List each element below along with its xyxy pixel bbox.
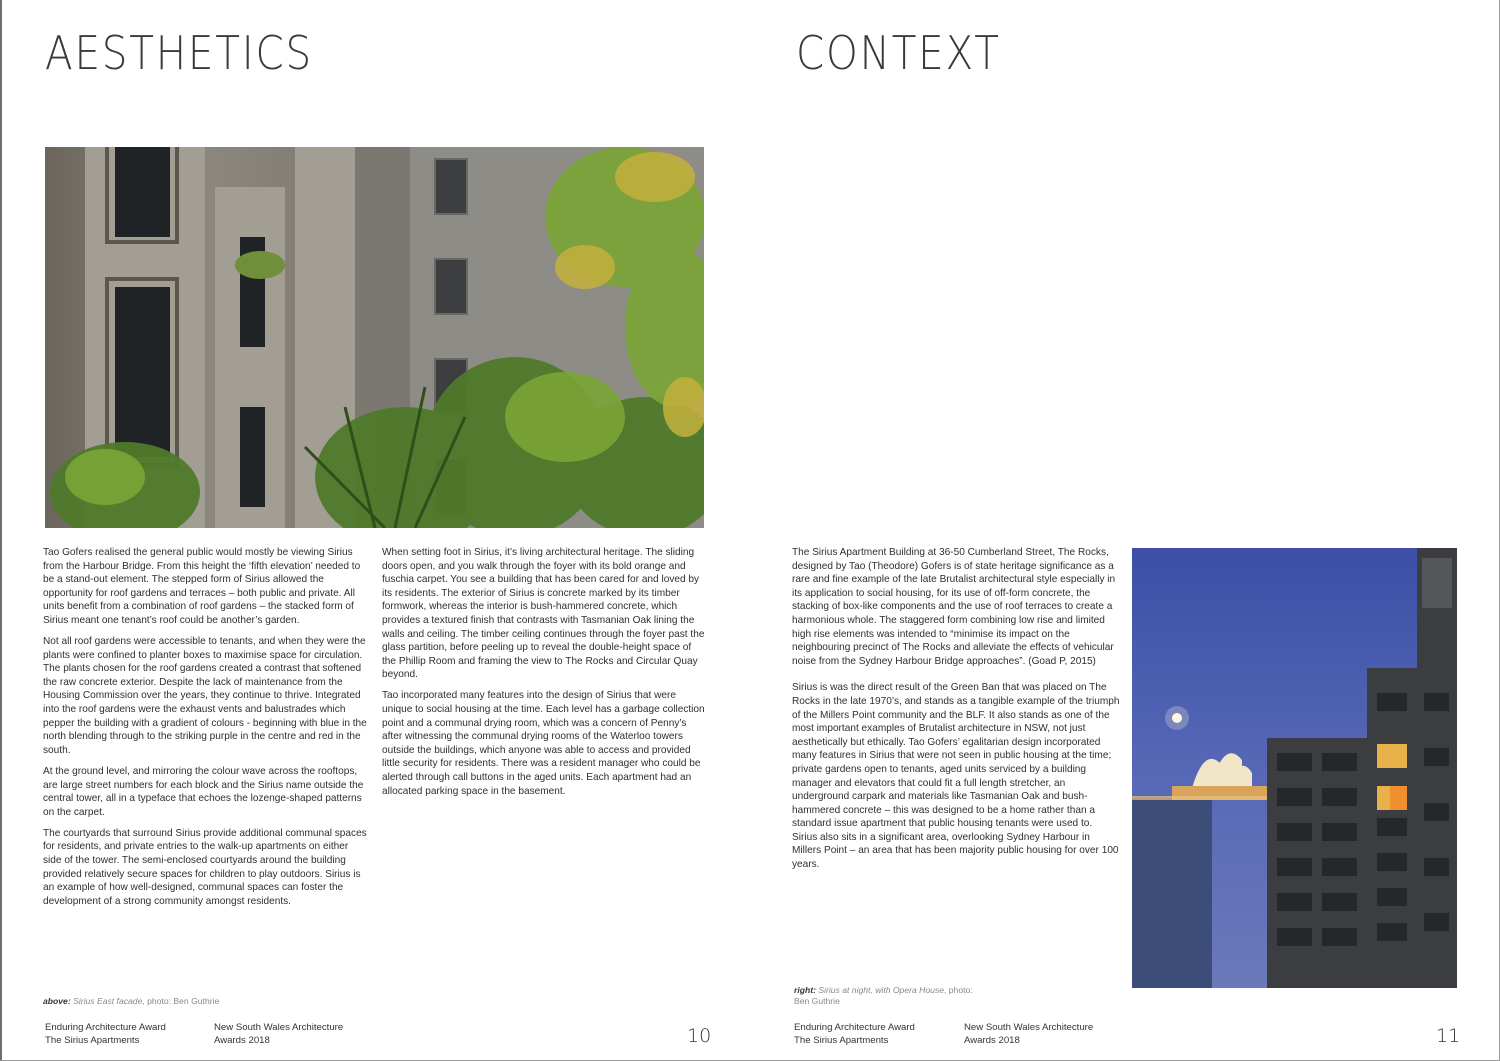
night-skyline-photo xyxy=(1132,548,1457,988)
page-title-aesthetics: AESTHETICS xyxy=(45,26,313,80)
aesthetics-text-column-1 xyxy=(43,546,368,916)
paragraph: At the ground level, and mirroring the colour wave across the rooftops, are large street numbers for each block and the Sirius name outside the central tower, all in a typeface that echoes the lozenge-shaped patterns on the carpet. xyxy=(43,765,364,818)
caption-credit: , photo: Ben Guthrie xyxy=(794,985,973,1006)
footer-awards-line2: Awards 2018 xyxy=(964,1035,1020,1046)
footer-award: Enduring Architecture Award xyxy=(45,1022,166,1033)
photo-caption-left xyxy=(43,996,343,1007)
footer-awards-line1: New South Wales Architecture xyxy=(964,1022,1094,1033)
footer-building: The Sirius Apartments xyxy=(794,1035,889,1046)
paragraph: The courtyards that surround Sirius provide additional communal spaces for residents, and private entries to the walk-up apartments on either side of the tower. The semi-enclosed courtyards around the building provided relatively secure spaces for children to play outdoors. Sirius is an example of how well-designed, communal spaces can foster the development of a strong community amongst residents. xyxy=(43,827,367,907)
footer-award-info xyxy=(45,1021,166,1047)
footer-award-info xyxy=(794,1021,915,1047)
caption-credit: , photo: Ben Guthrie xyxy=(142,996,220,1006)
paragraph: Tao incorporated many features into the design of Sirius that were unique to social housing at the time. Each level has a garbage collection point and a communal drying room, which was a concern of Penny’s after witnessing the communal drying rooms of the Waterloo towers outside the buildings, which anyone was able to access and provided little security for residents. There was a resident manager who could be alerted through call buttons in the aged units. Each apartment had an allocated parking space in the basement. xyxy=(382,690,705,797)
footer-building: The Sirius Apartments xyxy=(45,1035,140,1046)
footer-awards-name xyxy=(964,1021,1093,1047)
paragraph: The Sirius Apartment Building at 36-50 Cumberland Street, The Rocks, designed by Tao (Theodore) Gofers is of state heritage significance as a rare and fine example of the late Brutalist architectural style especially in its application to social housing, for its use of off-form concrete, the stacking of box-like components and the use of roof terraces to create a harmonious whole. The staggered form combining low rise and limited high rise elements was intended to “minimise its impact on the neighbouring precinct of The Rocks and alleviate the effects of vehicular noise from the Sydney Harbour Bridge approaches”. (Goad P, 2015) xyxy=(792,547,1116,667)
footer-awards-line2: Awards 2018 xyxy=(214,1035,270,1046)
footer-awards-name xyxy=(214,1021,343,1047)
page-edge-left xyxy=(0,0,2,1061)
page-number: 11 xyxy=(1436,1025,1461,1047)
footer-award: Enduring Architecture Award xyxy=(794,1022,915,1033)
page-title-context: CONTEXT xyxy=(796,26,1001,80)
building-facade-photo xyxy=(45,147,704,528)
paragraph: Tao Gofers realised the general public would mostly be viewing Sirius from the Harbour Bridge. From this height the ‘fifth elevation’ needed to be a stand-out element. The stepped form of Sirius allowed the opportunity for roof gardens and terraces – both public and private. All units benefit from a combination of roof gardens – the stacked form of Sirius meant one tenant’s roof could be another’s garden. xyxy=(43,547,361,626)
paragraph: Sirius is was the direct result of the Green Ban that was placed on The Rocks in the late 1970’s, and stands as a tangible example of the triumph of the Millers Point community and the BLF. It also stands as one of the most important examples of Brutalist architecture in NSW, not just aesthetically but ethically. Tao Gofers’ egalitarian design incorporated many features in Sirius that were not seen in public housing at the time; private gardens open to tenants, aged units serviced by a building manager and elevators that could fit a full length stretcher, an underground carpark and materials like Tasmanian Oak and bush-hammered concrete – this was designed to be a home rather than a standard issue apartment that public housing tenants were used to. Sirius also sits in a significant area, overlooking Sydney Harbour in Millers Point – an area that has been majority public housing for over 100 years. xyxy=(792,682,1120,871)
paragraph: When setting foot in Sirius, it’s living architectural heritage. The sliding doors open, and you walk through the foyer with its bold orange and fuschia carpet. You see a building that has been cared for and loved by its residents. The exterior of Sirius is concrete marked by its timber formwork, whereas the interior is bush-hammered concrete, which provides a textured finish that contrasts with Tasmanian Oak lining the walls and ceiling. The timber ceiling continues through the foyer past the glass partition, before peeling up to reveal the double-height space of the Phillip Room and framing the view to The Rocks and Circular Quay beyond. xyxy=(382,547,705,681)
caption-label: above: xyxy=(43,996,71,1006)
caption-label: right: xyxy=(794,985,816,995)
page-number: 10 xyxy=(687,1025,712,1047)
footer-awards-line1: New South Wales Architecture xyxy=(214,1022,344,1033)
paragraph: Not all roof gardens were accessible to tenants, and when they were the plants were confined to planter boxes to maximise space for circulation. The plants chosen for the roof gardens created a contrast that softened the raw concrete exterior. Despite the lack of maintenance from the Housing Commission over the years, they continue to thrive. Integrated into the roof gardens were the exhaust vents and balustrades which pepper the building with a gradient of colours - beginning with blue in the north blending through to the striking purple in the centre and red in the south. xyxy=(43,636,367,756)
context-text-column xyxy=(792,546,1120,885)
aesthetics-text-column-2 xyxy=(382,546,708,806)
caption-title: Sirius East facade xyxy=(73,996,143,1006)
photo-caption-right xyxy=(794,985,984,1007)
caption-title: Sirius at night, with Opera House xyxy=(818,985,944,995)
